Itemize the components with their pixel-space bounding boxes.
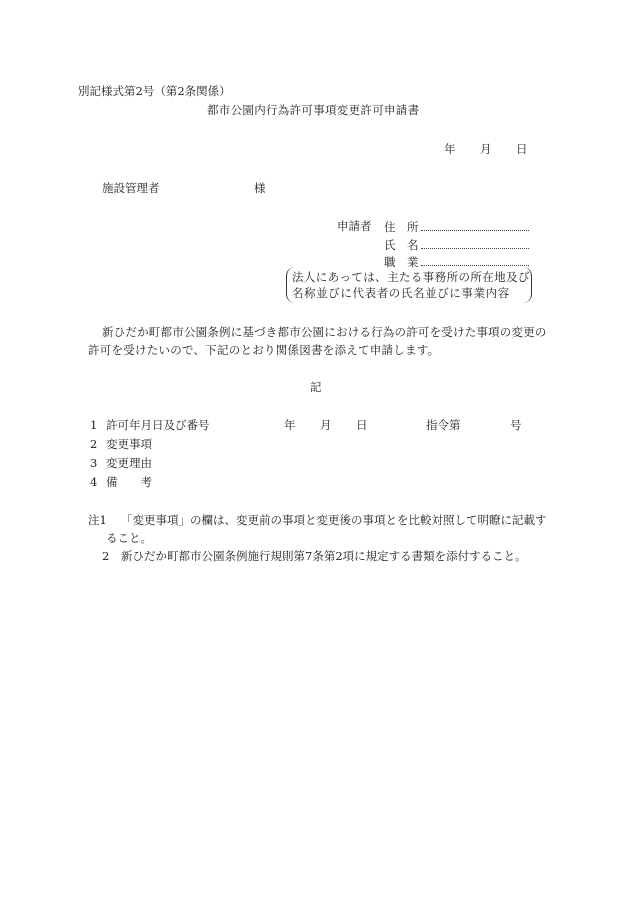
item1-month: 月 <box>320 418 332 432</box>
item1-order-prefix: 指令第 <box>426 418 461 432</box>
date-year: 年 <box>444 142 456 156</box>
addressee-label: 施設管理者 <box>102 181 160 195</box>
item1-day: 日 <box>356 418 368 432</box>
name-row <box>384 237 529 252</box>
item1-num: 1 <box>90 418 98 432</box>
occupation-field[interactable] <box>421 254 529 266</box>
corporate-note-line2: 名称並びに代表者の氏名並びに事業内容 <box>292 286 510 300</box>
date-day: 日 <box>516 142 528 156</box>
item1-year: 年 <box>284 418 296 432</box>
note1-prefix: 注1 <box>88 513 107 527</box>
address-row <box>384 219 529 234</box>
item1-label: 許可年月日及び番号 <box>106 418 210 432</box>
item2-label: 変更事項 <box>106 437 152 451</box>
name-label: 氏 名 <box>384 238 419 252</box>
corporate-note-line1: 法人にあっては、主たる事務所の所在地及び <box>292 270 530 284</box>
ki-heading: 記 <box>310 380 322 394</box>
body-line2: 許可を受けたいので、下記のとおり関係図書を添えて申請します。 <box>88 343 440 357</box>
item4-label: 備 考 <box>106 475 152 489</box>
item1-order-suffix: 号 <box>510 418 522 432</box>
form-id: 別記様式第2号（第2条関係） <box>78 84 231 98</box>
occupation-label: 職 業 <box>384 255 419 269</box>
item3-label: 変更理由 <box>106 456 152 470</box>
addressee-suffix: 様 <box>254 181 266 195</box>
item4-num: 4 <box>90 475 98 489</box>
applicant-label: 申請者 <box>337 219 372 233</box>
date-month: 月 <box>480 142 492 156</box>
address-label: 住 所 <box>384 220 419 234</box>
note1-line2: ること。 <box>106 531 152 545</box>
item2-num: 2 <box>90 437 98 451</box>
note2-text: 新ひだか町都市公園条例施行規則第7条第2項に規定する書類を添付すること。 <box>121 549 527 563</box>
corporate-note-bracket <box>286 267 532 303</box>
note1-line1: 「変更事項」の欄は、変更前の事項と変更後の事項とを比較対照して明瞭に記載す <box>121 513 547 527</box>
body-line1: 新ひだか町都市公園条例に基づき都市公園における行為の許可を受けた事項の変更の <box>102 325 547 339</box>
address-field[interactable] <box>421 219 529 231</box>
form-title: 都市公園内行為許可事項変更許可申請書 <box>207 103 420 117</box>
item3-num: 3 <box>90 456 98 470</box>
note2-num: 2 <box>102 549 110 563</box>
name-field[interactable] <box>421 237 529 249</box>
